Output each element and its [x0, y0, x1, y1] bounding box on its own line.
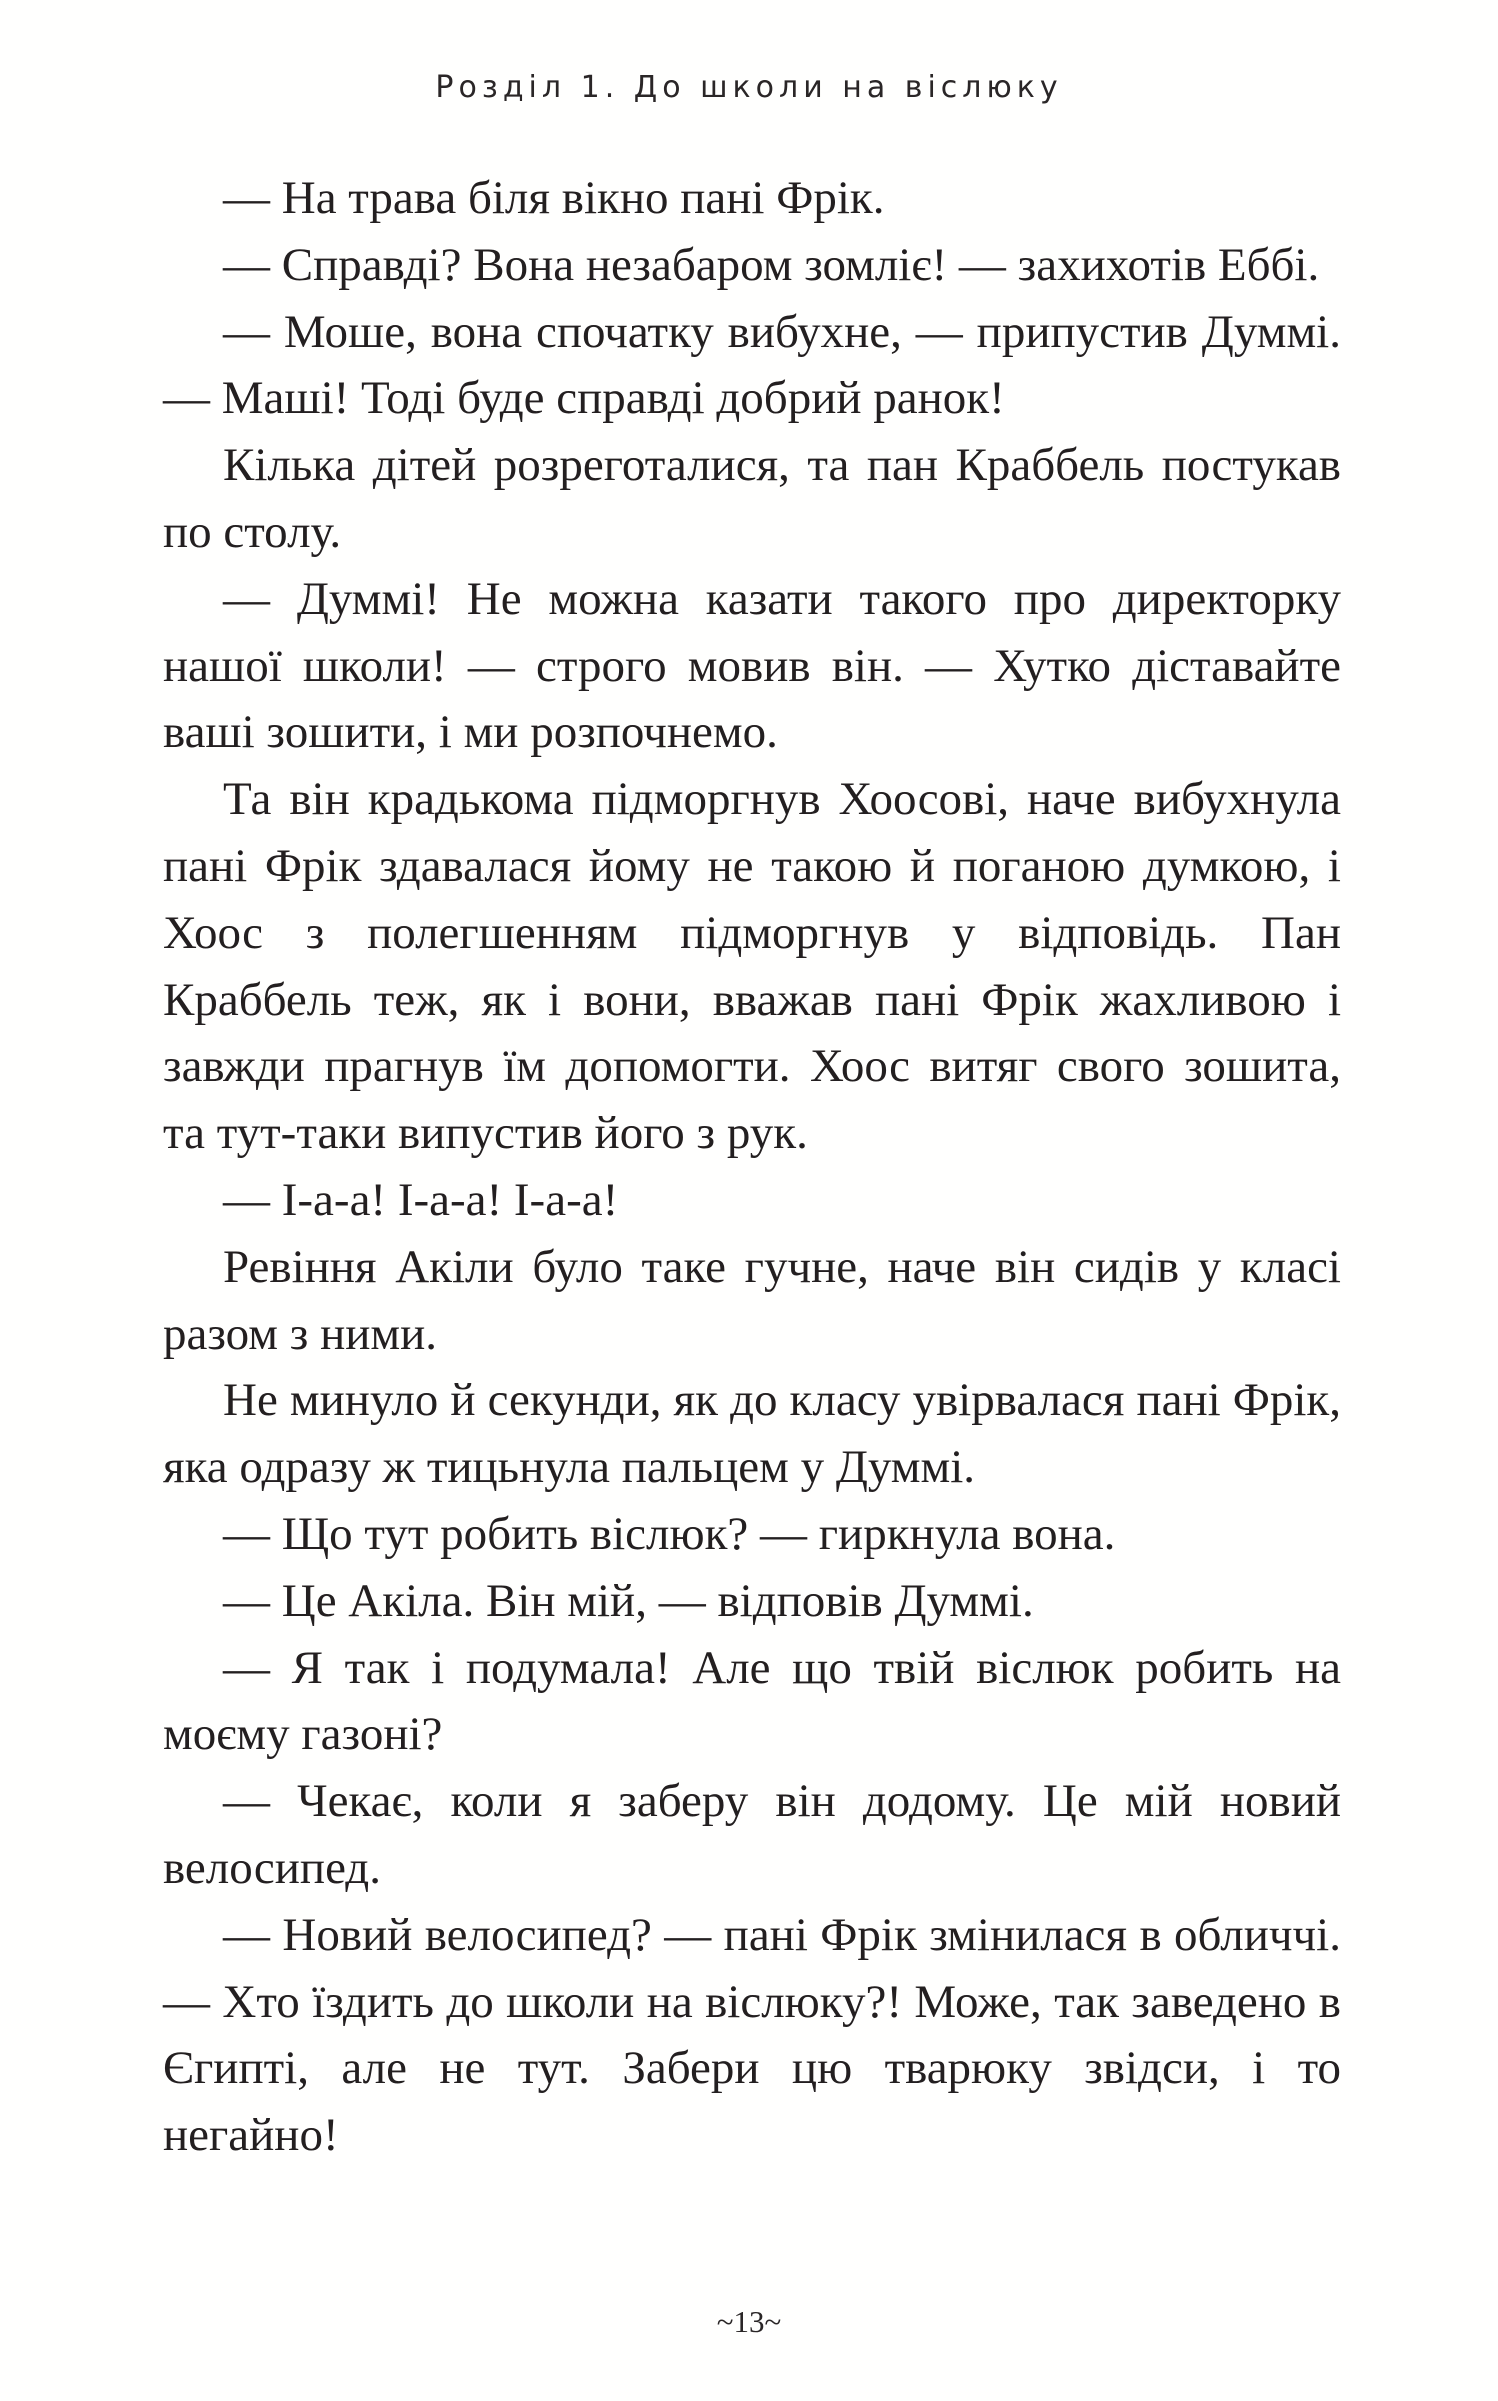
body-text	[163, 165, 1341, 2169]
paragraph: — Справді? Вона незабаром зомліє! — захихотів Еббі.	[223, 238, 1320, 291]
paragraph: — На трава біля вікно пані Фрік.	[223, 172, 885, 224]
paragraph: — Думмі! Не можна казати такого про директорку нашої школи! — строго мовив він. — Хутко діставайте ваші зошити, і ми розпочнемо.	[163, 572, 1341, 759]
paragraph: — Це Акіла. Він мій, — відповів Думмі.	[223, 1574, 1034, 1627]
paragraph: — Чекає, коли я заберу він додому. Це мій новий велосипед.	[163, 1775, 1341, 1894]
paragraph: Та він крадькома підморгнув Хоосові, наче вибухнула пані Фрік здавалася йому не такою й поганою думкою, і Хоос з полегшенням підморгнув у відповідь. Пан Краббель теж, як і вони, вважав пані Фрік жахливою і завжди прагнув їм допомогти. Хоос витяг свого зошита, та тут-таки випустив його з рук.	[163, 773, 1341, 1160]
running-head: Розділ 1. До школи на віслюку	[435, 70, 1063, 105]
paragraph: Не минуло й секунди, як до класу увірвалася пані Фрік, яка одразу ж тицьнула пальцем у Думмі.	[163, 1374, 1341, 1494]
paragraph: Кілька дітей розреготалися, та пан Краббель постукав по столу.	[163, 439, 1341, 558]
paragraph: Ревіння Акіли було таке гучне, наче він сидів у класі разом з ними.	[163, 1240, 1341, 1360]
paragraph: — Моше, вона спочатку вибухне, — припустив Думмі. — Маші! Тоді буде справді добрий ранок!	[163, 305, 1341, 425]
page-number: ~13~	[716, 2304, 782, 2339]
paragraph: — І-а-а! І-а-а! І-а-а!	[223, 1173, 619, 1226]
paragraph: — Що тут робить віслюк? — гиркнула вона.	[223, 1507, 1116, 1560]
paragraph: — Новий велосипед? — пані Фрік змінилася в обличчі. — Хто їздить до школи на віслюку?! Може, так заведено в Єгипті, але не тут. Забери цю тварюку звідси, і то негайно!	[163, 1908, 1341, 2162]
paragraph: — Я так і подумала! Але що твій віслюк робить на моєму газоні?	[163, 1641, 1341, 1761]
